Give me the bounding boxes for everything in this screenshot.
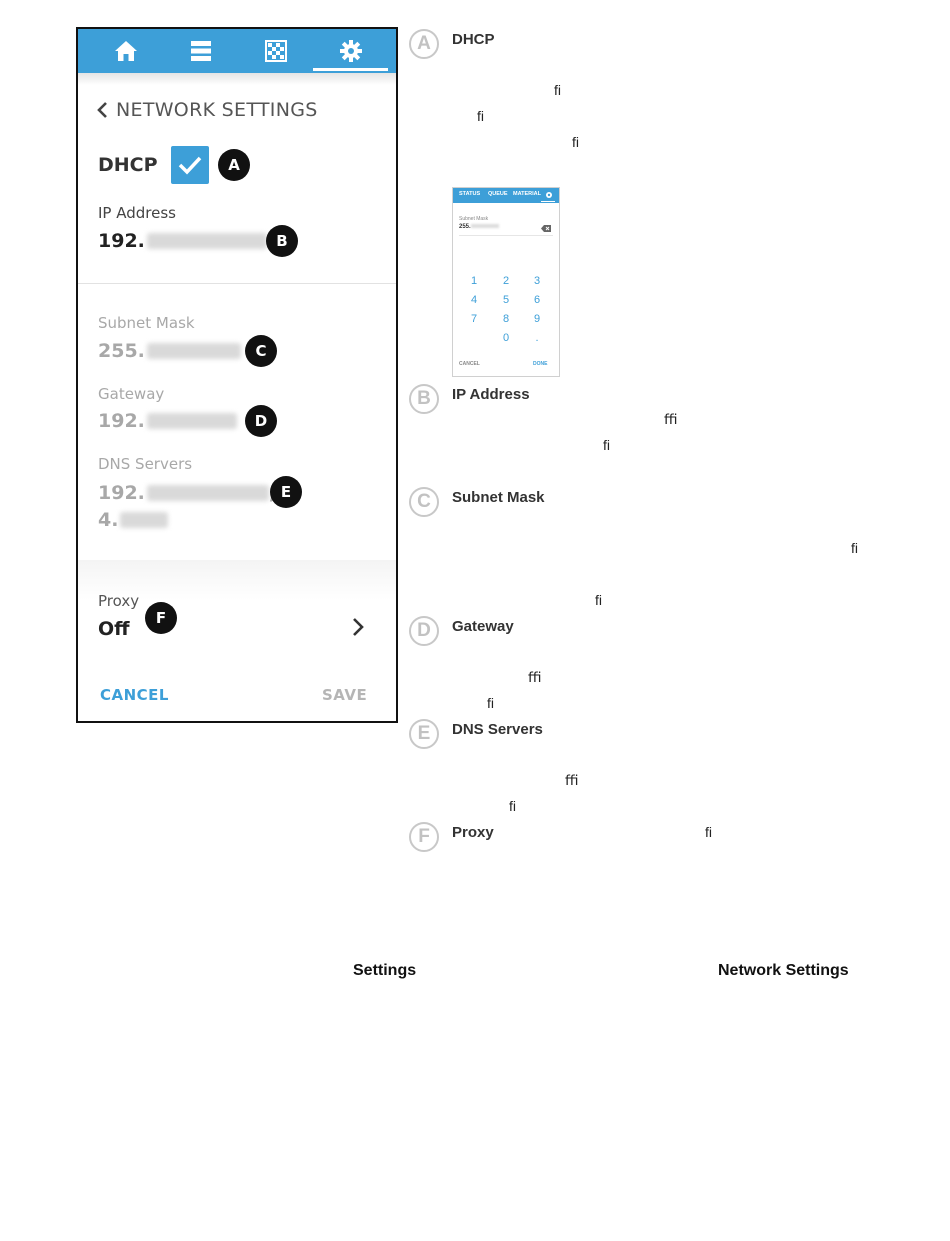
callout-marker-d: D bbox=[245, 405, 277, 437]
blurred-dns-secondary-digits bbox=[120, 512, 168, 528]
ligature-fragment: ﬁ bbox=[477, 108, 484, 124]
keypad-cancel: CANCEL bbox=[459, 361, 480, 367]
keypad-field-prefix: 255. bbox=[459, 224, 471, 230]
gateway-value[interactable] bbox=[98, 410, 237, 432]
subnet-mask-value[interactable] bbox=[98, 340, 241, 362]
cancel-button[interactable]: CANCEL bbox=[100, 686, 169, 704]
save-button[interactable]: SAVE bbox=[322, 686, 368, 704]
dns-primary-prefix: 192. bbox=[98, 482, 145, 504]
subnet-mask-label: Subnet Mask bbox=[98, 314, 195, 332]
blurred-ip-digits bbox=[147, 233, 267, 249]
section-heading-subnet-mask: Subnet Mask bbox=[452, 489, 545, 506]
ip-address-prefix: 192. bbox=[98, 230, 145, 252]
proxy-chevron-icon[interactable] bbox=[352, 617, 364, 642]
ligature-fragment: ﬃ bbox=[565, 772, 579, 788]
keypad-key: 5 bbox=[502, 294, 510, 306]
gateway-label: Gateway bbox=[98, 385, 165, 403]
subnet-mask-prefix: 255. bbox=[98, 340, 145, 362]
section-letter-c: C bbox=[409, 487, 439, 517]
keypad-done: DONE bbox=[533, 361, 548, 367]
section-heading-ip-address: IP Address bbox=[452, 386, 530, 403]
backspace-icon bbox=[541, 225, 551, 232]
gear-icon bbox=[340, 40, 362, 62]
dns-server-secondary[interactable] bbox=[98, 509, 168, 531]
blurred-subnet-digits bbox=[147, 343, 241, 359]
keypad-tab-status: STATUS bbox=[459, 191, 481, 197]
checker-icon bbox=[265, 40, 287, 62]
network-settings-screen bbox=[76, 27, 398, 723]
proxy-value[interactable]: Off bbox=[98, 618, 130, 640]
ligature-fragment: ﬁ bbox=[554, 82, 561, 98]
keypad-field-underline bbox=[459, 235, 553, 236]
section-heading-gateway: Gateway bbox=[452, 618, 514, 635]
ip-address-value[interactable] bbox=[98, 230, 267, 252]
dns-servers-label: DNS Servers bbox=[98, 455, 193, 473]
page-header bbox=[96, 99, 318, 121]
page-title: NETWORK SETTINGS bbox=[116, 99, 318, 121]
ligature-fragment: ﬁ bbox=[705, 824, 712, 840]
callout-marker-b: B bbox=[266, 225, 298, 257]
section-letter-a: A bbox=[409, 29, 439, 59]
section-letter-d: D bbox=[409, 616, 439, 646]
blurred-dns-primary-digits bbox=[147, 485, 269, 501]
home-tab[interactable] bbox=[88, 29, 163, 73]
section-letter-e: E bbox=[409, 719, 439, 749]
active-tab-indicator bbox=[541, 201, 555, 202]
keypad-tab-material: MATERIAL bbox=[513, 191, 542, 197]
queue-tab[interactable] bbox=[163, 29, 238, 73]
dns-server-primary[interactable] bbox=[98, 482, 276, 504]
top-nav-bar bbox=[78, 29, 396, 73]
dns-secondary-prefix: 4. bbox=[98, 509, 119, 531]
keypad-key: 2 bbox=[502, 275, 510, 287]
callout-marker-e: E bbox=[270, 476, 302, 508]
ip-address-label: IP Address bbox=[98, 204, 176, 222]
checkmark-icon bbox=[177, 154, 203, 176]
keypad-field-value bbox=[459, 224, 499, 230]
list-icon bbox=[190, 40, 212, 62]
ligature-fragment: ﬃ bbox=[664, 411, 678, 427]
toolbar-shadow bbox=[78, 73, 396, 85]
ligature-fragment: ﬁ bbox=[851, 540, 858, 556]
keypad-key: 6 bbox=[533, 294, 541, 306]
ligature-fragment: ﬁ bbox=[509, 798, 516, 814]
keypad-key: 9 bbox=[533, 313, 541, 325]
gateway-prefix: 192. bbox=[98, 410, 145, 432]
section-heading-proxy: Proxy bbox=[452, 824, 494, 841]
ligature-fragment: ﬁ bbox=[487, 695, 494, 711]
keypad-key: 7 bbox=[470, 313, 478, 325]
keypad-key: 0 bbox=[502, 332, 510, 344]
keypad-key: . bbox=[535, 332, 539, 344]
ligature-fragment: ﬃ bbox=[528, 669, 542, 685]
ligature-fragment: ﬁ bbox=[595, 592, 602, 608]
ligature-fragment: ﬁ bbox=[572, 134, 579, 150]
keypad-key: 1 bbox=[470, 275, 478, 287]
section-heading-dns-servers: DNS Servers bbox=[452, 721, 543, 738]
section-divider bbox=[78, 283, 396, 284]
callout-marker-c: C bbox=[245, 335, 277, 367]
keypad-field-label: Subnet Mask bbox=[459, 216, 489, 222]
blurred-digits bbox=[471, 224, 499, 228]
keypad-key: 3 bbox=[533, 275, 541, 287]
keypad-figure bbox=[452, 187, 560, 377]
back-chevron-icon[interactable] bbox=[96, 101, 108, 119]
home-icon bbox=[114, 40, 138, 62]
gear-icon bbox=[545, 191, 553, 199]
keypad-key: 4 bbox=[470, 294, 478, 306]
keypad-key: 8 bbox=[502, 313, 510, 325]
keypad-figure-toolbar bbox=[453, 188, 559, 203]
callout-marker-f: F bbox=[145, 602, 177, 634]
blurred-gateway-digits bbox=[147, 413, 237, 429]
dhcp-label: DHCP bbox=[98, 154, 158, 176]
material-tab[interactable] bbox=[238, 29, 313, 73]
callout-marker-a: A bbox=[218, 149, 250, 181]
section-letter-f: F bbox=[409, 822, 439, 852]
section-heading-dhcp: DHCP bbox=[452, 31, 495, 48]
dhcp-checkbox[interactable] bbox=[171, 146, 209, 184]
section-letter-b: B bbox=[409, 384, 439, 414]
proxy-label: Proxy bbox=[98, 592, 140, 610]
settings-tab[interactable] bbox=[313, 29, 388, 73]
nav-path-settings: Settings bbox=[353, 962, 417, 979]
keypad-tab-queue: QUEUE bbox=[488, 191, 508, 197]
ligature-fragment: ﬁ bbox=[603, 437, 610, 453]
nav-path-network-settings: Network Settings bbox=[718, 962, 849, 979]
